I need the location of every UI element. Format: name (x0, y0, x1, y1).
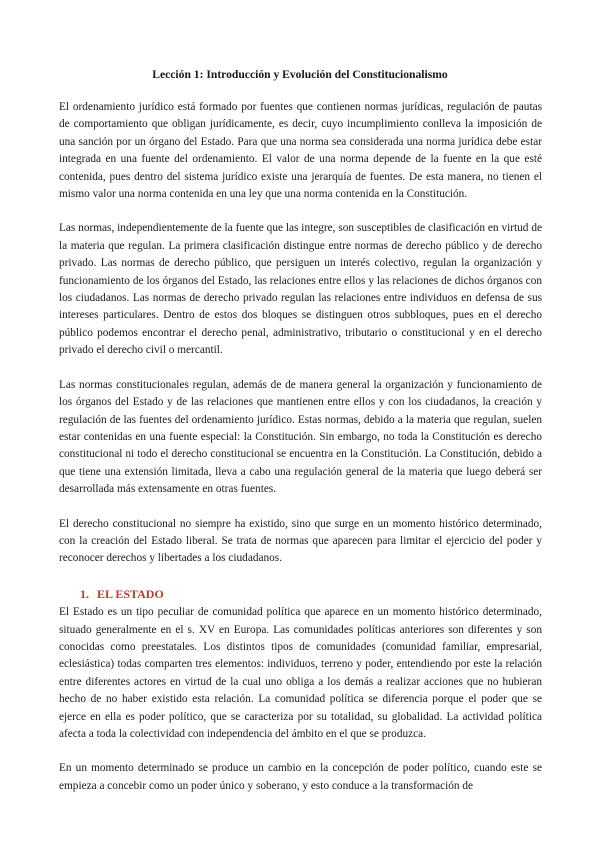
document-body (59, 99, 542, 812)
section-number: 1. (80, 586, 89, 601)
paragraph-3: Las normas constitucionales regulan, además de de manera general la organización y funcionamiento de los órganos del Estado y de las relaciones que mantienen entre ellos y con los ciudadanos, la creación y regulación de las fuentes del ordenamiento jurídico. Estas normas, debido a la materia que regulan, suelen estar contenidas en una fuente especial: la Constitución. Sin embargo, no toda la Constitución es derecho constitucional ni todo el derecho constitucional se encuentra en la Constitución. La Constitución, debido a que tiene una extensión limitada, lleva a cabo una regulación general de la materia que luego deberá ser desarrollada más extensamente en otras fuentes. (59, 378, 542, 496)
paragraph-1: El ordenamiento jurídico está formado por fuentes que contienen normas jurídicas, regulación de pautas de comportamiento que obligan jurídicamente, es decir, cuyo incumplimiento conlleva la imposición de una sanción por un órgano del Estado. Para que una norma sea considerada una norma jurídica debe estar integrada en una fuente del ordenamiento. El valor de una norma depende de la fuente en la que esté contenida, pues dentro del sistema jurídico existe una jerarquía de fuentes. De esta manera, no tienen el mismo valor una norma contenida en una ley que una norma contenida en la Constitución. (59, 101, 542, 201)
section-paragraph-1: El Estado es un tipo peculiar de comunidad política que aparece en un momento histórico determinado, situado generalmente en el s. XV en Europa. Las comunidades políticas anteriores son diferentes y son conocidas como preestatales. Los distintos tipos de comunidades (comunidad familiar, empresarial, eclesiástica) todas comparten tres elementos: individuos, terreno y poder, entendiendo por este la relación entre diferentes actores en virtud de la cual uno obliga a los demás a realizar acciones que no hubieran hecho de no haber existido esta relación. La comunidad política se diferencia porque el poder que se ejerce en ella es poder político, que se caracteriza por su totalidad, su globalidad. La actividad política afecta a toda la colectividad con independencia del ámbito en el que se produzca. (59, 606, 542, 740)
section-paragraph-2: En un momento determinado se produce un cambio en la concepción de poder político, cuando este se empieza a concebir como un poder único y soberano, y esto conduce a la transformación de (59, 762, 542, 792)
section-heading (80, 586, 542, 603)
section-title: EL ESTADO (97, 586, 164, 601)
document-title: Lección 1: Introducción y Evolución del Constitucionalismo (152, 68, 448, 81)
paragraph-2: Las normas, independientemente de la fuente que las integre, son susceptibles de clasificación en virtud de la materia que regulan. La primera clasificación distingue entre normas de derecho público y de derecho privado. Las normas de derecho público, que persiguen un interés colectivo, regulan la organización y funcionamiento de los órganos del Estado, las relaciones entre ellos y las relaciones de dichos órganos con los ciudadanos. Las normas de derecho privado regulan las relaciones entre individuos en defensa de sus intereses particulares. Dentro de estos dos bloques se distinguen otros subbloques, pues en el derecho público podemos encontrar el derecho penal, administrativo, tributario o constitucional y en el derecho privado el derecho civil o mercantil. (59, 222, 542, 357)
paragraph-4: El derecho constitucional no siempre ha existido, sino que surge en un momento histórico determinado, con la creación del Estado liberal. Se trata de normas que aparecen para limitar el ejercicio del poder y reconocer derechos y libertades a los ciudadanos. (59, 517, 542, 565)
